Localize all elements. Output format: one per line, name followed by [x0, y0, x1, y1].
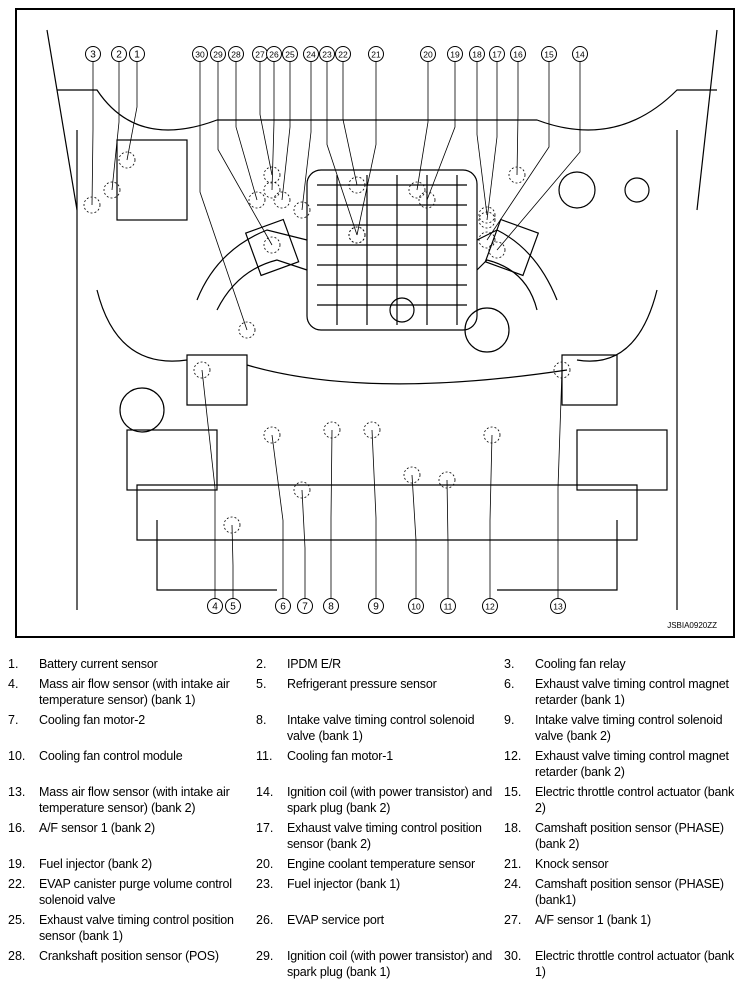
- svg-text:27: 27: [255, 49, 265, 60]
- leader-line: [447, 480, 448, 606]
- legend-text: Exhaust valve timing control magnet retarder (bank 1): [535, 677, 729, 707]
- legend-number: 1.: [8, 657, 19, 671]
- legend-number: 8.: [256, 713, 267, 727]
- svg-text:9: 9: [373, 601, 379, 613]
- legend-text: IPDM E/R: [287, 657, 341, 671]
- legend-number: 25.: [8, 913, 26, 927]
- callout-30: [193, 47, 208, 62]
- legend-number: 13.: [8, 785, 26, 799]
- svg-text:3: 3: [90, 49, 96, 61]
- svg-text:13: 13: [553, 601, 563, 612]
- legend-number: 9.: [504, 713, 515, 727]
- svg-text:14: 14: [575, 49, 585, 60]
- legend-text: Mass air flow sensor (with intake air temperature sensor) (bank 2): [39, 785, 230, 815]
- legend-item: [8, 820, 256, 852]
- legend-text: Exhaust valve timing control position sensor (bank 1): [39, 913, 234, 943]
- svg-text:5: 5: [230, 601, 236, 613]
- legend-text: Electric throttle control actuator (bank 2): [535, 785, 735, 815]
- legend-item: [504, 676, 744, 708]
- svg-text:28: 28: [231, 49, 241, 60]
- svg-text:21: 21: [371, 49, 381, 60]
- legend-item: [256, 912, 504, 944]
- legend-text: Cooling fan motor-2: [39, 713, 145, 727]
- legend-item: [504, 912, 744, 944]
- svg-text:26: 26: [269, 49, 279, 60]
- legend-text: Knock sensor: [535, 857, 609, 871]
- svg-text:6: 6: [280, 601, 286, 613]
- legend-number: 28.: [8, 949, 26, 963]
- legend-text: Fuel injector (bank 2): [39, 857, 153, 871]
- svg-text:2: 2: [116, 49, 122, 61]
- legend-item: [8, 784, 256, 816]
- legend-text: Cooling fan relay: [535, 657, 626, 671]
- legend-text: Mass air flow sensor (with intake air temperature sensor) (bank 1): [39, 677, 230, 707]
- svg-text:25: 25: [285, 49, 295, 60]
- legend-number: 7.: [8, 713, 19, 727]
- legend-item: [504, 748, 744, 780]
- legend-item: [8, 876, 256, 908]
- leader-line: [427, 54, 455, 200]
- leader-line: [517, 54, 518, 175]
- legend-text: Exhaust valve timing control magnet retarder (bank 2): [535, 749, 729, 779]
- legend-item: [8, 656, 256, 672]
- legend-item: [256, 748, 504, 780]
- callout-18: [470, 47, 485, 62]
- callout-23: [320, 47, 335, 62]
- legend-text: Battery current sensor: [39, 657, 158, 671]
- legend-text: Cooling fan motor-1: [287, 749, 393, 763]
- leader-line: [327, 54, 357, 235]
- callout-5: [226, 599, 241, 614]
- callout-4: [208, 599, 223, 614]
- callout-26: [267, 47, 282, 62]
- callout-24: [304, 47, 319, 62]
- legend-number: 23.: [256, 877, 274, 891]
- svg-text:1: 1: [134, 49, 140, 61]
- leader-line: [92, 54, 93, 205]
- svg-text:16: 16: [513, 49, 523, 60]
- svg-text:18: 18: [472, 49, 482, 60]
- leader-line: [218, 54, 272, 245]
- legend-text: Ignition coil (with power transistor) and spark plug (bank 1): [287, 949, 493, 979]
- legend-number: 12.: [504, 749, 522, 763]
- callout-29: [211, 47, 226, 62]
- legend-item: [504, 820, 744, 852]
- legend-item: [8, 712, 256, 744]
- legend-number: 29.: [256, 949, 274, 963]
- legend-item: [256, 820, 504, 852]
- legend-number: 3.: [504, 657, 515, 671]
- legend-text: Intake valve timing control solenoid valve (bank 1): [287, 713, 475, 743]
- leader-line: [260, 54, 272, 175]
- legend-number: 22.: [8, 877, 26, 891]
- legend-item: [256, 856, 504, 872]
- legend-number: 20.: [256, 857, 274, 871]
- engine-illustration: [17, 10, 733, 636]
- legend-item: [8, 912, 256, 944]
- legend-item: [504, 712, 744, 744]
- svg-text:12: 12: [485, 601, 495, 612]
- leader-line: [497, 54, 580, 250]
- legend-item: [504, 784, 744, 816]
- svg-text:17: 17: [492, 49, 502, 60]
- callout-6: [276, 599, 291, 614]
- legend: [8, 656, 744, 980]
- legend-text: Crankshaft position sensor (POS): [39, 949, 219, 963]
- legend-text: Electric throttle control actuator (bank 1): [535, 949, 735, 979]
- legend-text: Fuel injector (bank 1): [287, 877, 401, 891]
- legend-item: [8, 676, 256, 708]
- legend-number: 17.: [256, 821, 274, 835]
- legend-text: Cooling fan control module: [39, 749, 183, 763]
- legend-item: [256, 656, 504, 672]
- leader-line: [272, 54, 274, 190]
- callout-1: [130, 47, 145, 62]
- callout-10: [409, 599, 424, 614]
- callout-14: [573, 47, 588, 62]
- engine-drawing: [47, 30, 717, 610]
- leader-line: [372, 430, 376, 606]
- callout-20: [421, 47, 436, 62]
- callout-21: [369, 47, 384, 62]
- leader-line: [200, 54, 247, 330]
- legend-text: EVAP canister purge volume control solenoid valve: [39, 877, 232, 907]
- callout-15: [542, 47, 557, 62]
- svg-text:24: 24: [306, 49, 316, 60]
- legend-item: [504, 656, 744, 672]
- callout-17: [490, 47, 505, 62]
- legend-number: 26.: [256, 913, 274, 927]
- legend-item: [8, 748, 256, 780]
- svg-text:29: 29: [213, 49, 223, 60]
- legend-number: 11.: [256, 749, 273, 763]
- legend-number: 15.: [504, 785, 522, 799]
- svg-text:15: 15: [544, 49, 554, 60]
- svg-text:19: 19: [450, 49, 460, 60]
- svg-text:10: 10: [411, 601, 421, 612]
- legend-item: [256, 712, 504, 744]
- legend-item: [256, 676, 504, 708]
- legend-text: Ignition coil (with power transistor) and spark plug (bank 2): [287, 785, 493, 815]
- legend-number: 21.: [504, 857, 522, 871]
- legend-number: 14.: [256, 785, 274, 799]
- legend-number: 24.: [504, 877, 522, 891]
- legend-item: [256, 948, 504, 980]
- callout-8: [324, 599, 339, 614]
- svg-text:4: 4: [212, 601, 218, 613]
- legend-item: [504, 856, 744, 872]
- callout-28: [229, 47, 244, 62]
- svg-text:8: 8: [328, 601, 334, 613]
- callout-12: [483, 599, 498, 614]
- callout-27: [253, 47, 268, 62]
- svg-text:30: 30: [195, 49, 205, 60]
- leader-line: [236, 54, 257, 200]
- callout-2: [112, 47, 127, 62]
- svg-text:23: 23: [322, 49, 332, 60]
- svg-text:22: 22: [338, 49, 348, 60]
- legend-number: 18.: [504, 821, 522, 835]
- legend-text: A/F sensor 1 (bank 2): [39, 821, 155, 835]
- legend-item: [256, 784, 504, 816]
- callout-13: [551, 599, 566, 614]
- figure-code: JSBIA0920ZZ: [667, 621, 717, 630]
- callout-25: [283, 47, 298, 62]
- svg-text:20: 20: [423, 49, 433, 60]
- leader-line: [331, 430, 332, 606]
- leader-line: [127, 54, 137, 160]
- legend-number: 19.: [8, 857, 26, 871]
- leader-line: [302, 490, 305, 606]
- leader-line: [272, 435, 283, 606]
- legend-text: Exhaust valve timing control position sensor (bank 2): [287, 821, 482, 851]
- leader-line: [282, 54, 290, 200]
- legend-number: 6.: [504, 677, 515, 691]
- legend-item: [8, 948, 256, 980]
- legend-text: EVAP service port: [287, 913, 384, 927]
- legend-text: A/F sensor 1 (bank 1): [535, 913, 651, 927]
- legend-text: Engine coolant temperature sensor: [287, 857, 475, 871]
- legend-number: 4.: [8, 677, 19, 691]
- callout-16: [511, 47, 526, 62]
- leader-line: [490, 435, 492, 606]
- legend-text: Intake valve timing control solenoid valve (bank 2): [535, 713, 723, 743]
- legend-number: 5.: [256, 677, 267, 691]
- legend-number: 30.: [504, 949, 522, 963]
- legend-item: [504, 948, 744, 980]
- leader-line: [112, 54, 119, 190]
- legend-item: [8, 856, 256, 872]
- callout-7: [298, 599, 313, 614]
- legend-number: 27.: [504, 913, 522, 927]
- svg-text:11: 11: [443, 601, 453, 612]
- legend-item: [256, 876, 504, 908]
- leader-line: [232, 525, 233, 606]
- legend-number: 10.: [8, 749, 26, 763]
- legend-text: Camshaft position sensor (PHASE) (bank1): [535, 877, 724, 907]
- leader-line: [477, 54, 487, 215]
- legend-number: 16.: [8, 821, 26, 835]
- engine-compartment-diagram: [15, 8, 735, 638]
- callout-11: [441, 599, 456, 614]
- legend-number: 2.: [256, 657, 267, 671]
- callout-22: [336, 47, 351, 62]
- callout-3: [86, 47, 101, 62]
- legend-item: [504, 876, 744, 908]
- legend-text: Refrigerant pressure sensor: [287, 677, 437, 691]
- callout-19: [448, 47, 463, 62]
- leader-line: [487, 54, 497, 220]
- legend-text: Camshaft position sensor (PHASE) (bank 2): [535, 821, 724, 851]
- svg-text:7: 7: [302, 601, 308, 613]
- callout-9: [369, 599, 384, 614]
